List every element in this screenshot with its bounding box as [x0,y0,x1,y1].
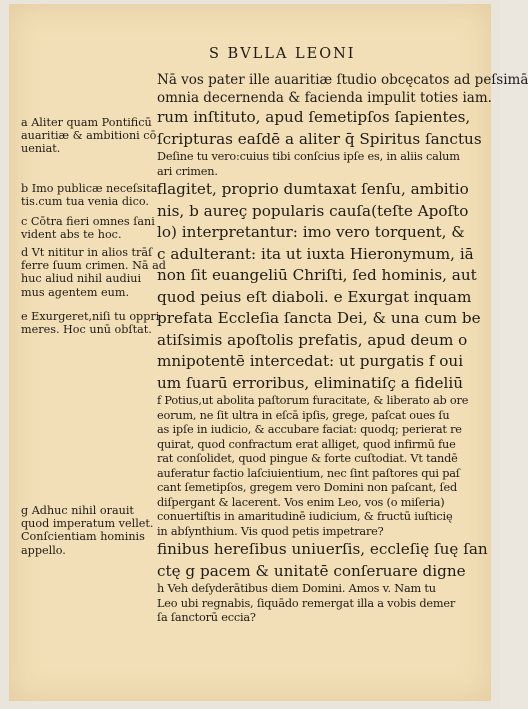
margin-note-b [21,182,158,209]
margin-note-line: a Aliter quam Pontificū [21,116,152,129]
text-line: prefata Eccleſia ſancta Dei, & una cum be [157,309,481,327]
margin-note-line: Conſcientiam hominis [21,530,145,544]
text-line: auferatur factio laſciuientium, nec ſint paſtores qui paſ [157,466,460,480]
margin-note-line: meres. Hoc unū obſtat. [21,323,152,337]
margin-note-e [21,310,160,337]
text-line: flagitet, proprio dumtaxat ſenſu, ambitio [157,180,469,198]
margin-note-a [21,116,157,156]
margin-note-line: ueniat. [21,142,61,156]
margin-note-line: huc aliud nihil audiui [21,272,142,286]
text-line: Leo ubi regnabis, ſiquādo remergat illa a vobis demer [157,596,456,610]
margin-note-line: b Imo publicæ neceſsita [21,182,158,195]
text-line: ctę g pacem & unitatē conſeruare digne [157,561,466,580]
text-line: f Potius,ut abolita paſtorum furacitate, & liberato ab ore [157,394,469,407]
margin-note-line: c Cōtra fieri omnes ſani [21,215,155,228]
text-line: quirat, quod confractum erat alliget, quod infirmū fue [157,437,456,451]
text-line: ari crimen. [157,164,218,178]
text-line: diſpergant & lacerent. Vos enim Leo, vos (o miſeria) [157,495,445,509]
margin-note-line: auaritiæ & ambitioni cō [21,129,157,143]
text-line: finibus hereſibus uniuerſis, eccleſię ſuę ſan [157,540,488,558]
text-line: rum inſtituto, apud ſemetipſos ſapientes, [157,108,471,126]
margin-note-d [21,246,166,299]
margin-note-line: e Exurgeret,niſi tu oppri [21,310,160,323]
running-head: S BVLLA LEONI [209,46,356,62]
text-line: mnipotentē intercedat: ut purgatis f oui [157,352,464,370]
text-line: Deſine tu vero:cuius tibi conſcius ipſe es, in aliis calum [157,150,460,163]
margin-note-line: d Vt nititur in alios trāſ [21,246,153,259]
text-line: quod peius eſt diaboli. e Exurgat inquam [157,287,472,306]
book-page [9,4,528,701]
margin-note-g [21,504,153,557]
text-line: cant ſemetipſos, gregem vero Domini non paſcant, ſed [157,481,457,494]
margin-note-line: tis.cum tua venia dico. [21,195,149,209]
margin-note-line: vident abs te hoc. [21,228,122,242]
text-line: as ipſe in iudicio, & accubare faciat: quodq; perierat re [157,423,462,436]
text-line: rat conſolidet, quod pingue & forte cuſtodiat. Vt tandē [157,452,458,465]
margin-note-line: mus agentem eum. [21,285,130,299]
margin-note-line: quod imperatum vellet. [21,517,154,531]
margin-note-c [21,215,153,241]
text-line: ſcripturas eaſdē a aliter q̄ Spiritus ſanctus [157,129,482,148]
margin-note-line: appello. [21,543,66,557]
text-line: nis, b aureç popularis cauſa(teſte Apoſto [157,201,469,220]
text-line: ſa ſanctorū eccia? [157,611,256,624]
text-line: atiſsimis apoſtolis prefatis, apud deum o [157,330,468,349]
text-line: Nā vos pater ille auaritiæ ſtudio obcęcatos ad peſsimā [157,72,528,88]
main-text-column [157,72,528,626]
text-line: eorum, ne ſit ultra in eſcā ipſis, grege, paſcat oues ſu [157,408,450,422]
text-line: lo) interpretantur: imo vero torquent, & [157,223,465,241]
text-line: non ſit euangeliū Chriſti, ſed hominis, aut [157,266,477,284]
text-line: in abſynthium. Vis quod petis impetrare? [157,524,384,538]
margin-note-line: g Adhuc nihil orauit [21,504,134,517]
text-line: h Veh deſyderātibus diem Domini. Amos v. Nam tu [157,582,436,595]
text-line: um ſuarū erroribus, eliminatiſç a fideliū [157,373,463,392]
margin-note-line: ferre ſuum crimen. Nā ad [21,259,166,273]
text-line: c adulterant: ita ut iuxta Hieronymum, iā [157,244,474,263]
text-line: omnia decernenda & facienda impulit toties iam. [157,89,492,106]
text-line: conuertiſtis in amaritudinē iudicium, & fructū iuſticię [157,510,453,523]
